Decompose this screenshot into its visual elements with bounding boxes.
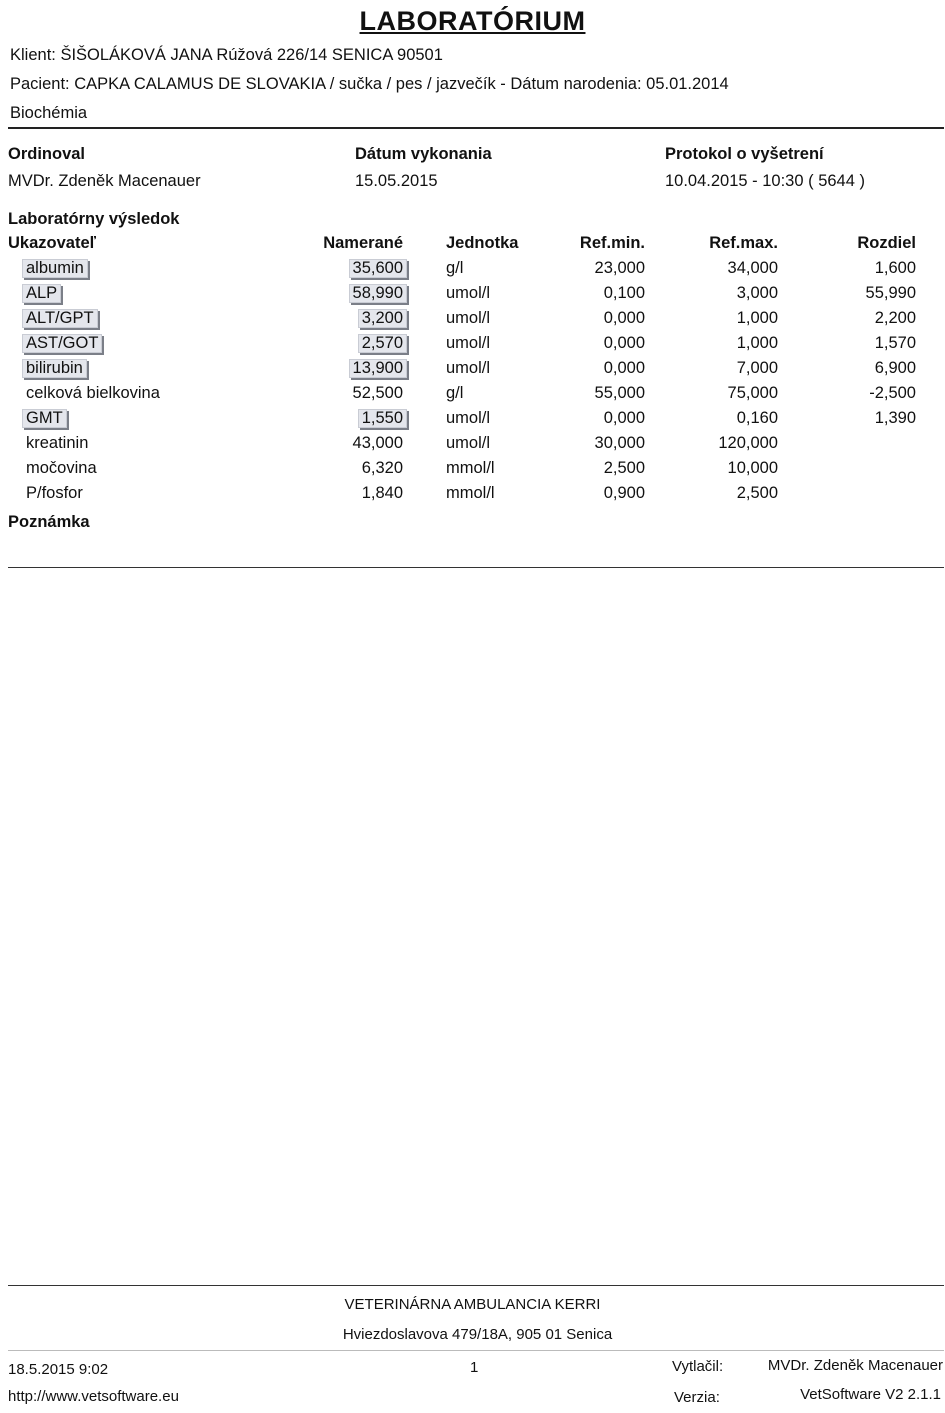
indicator-name: bilirubin (22, 359, 87, 378)
unit: umol/l (446, 359, 491, 377)
version-label: Verzia: (674, 1389, 720, 1406)
measured-value: 13,900 (349, 359, 407, 378)
section-label: Biochémia (10, 104, 88, 122)
ref-min: 23,000 (594, 259, 645, 277)
client-line: Klient: ŠIŠOLÁKOVÁ JANA Rúžová 226/14 SENICA 90501 (10, 46, 443, 64)
indicator-name: ALP (22, 284, 61, 303)
unit: umol/l (446, 309, 491, 327)
difference: 1,390 (874, 409, 916, 427)
difference: 6,900 (874, 359, 916, 377)
ref-min: 0,000 (603, 409, 645, 427)
note-label: Poznámka (8, 513, 90, 531)
difference: 55,990 (865, 284, 916, 302)
difference: 1,570 (874, 334, 916, 352)
indicator-name: GMT (22, 409, 67, 428)
ref-max: 75,000 (727, 384, 778, 402)
header-divider (8, 127, 944, 129)
ref-max: 1,000 (736, 334, 778, 352)
printed-by-label: Vytlačil: (672, 1358, 724, 1375)
ref-min: 2,500 (603, 459, 645, 477)
indicator-name: P/fosfor (26, 484, 83, 502)
unit: umol/l (446, 409, 491, 427)
ref-min: 30,000 (594, 434, 645, 452)
ref-max: 3,000 (736, 284, 778, 302)
col-measured: Namerané (323, 234, 403, 252)
table-row (0, 284, 945, 308)
ref-min: 0,000 (603, 309, 645, 327)
ordered-by-value: MVDr. Zdeněk Macenauer (8, 172, 201, 190)
measured-value: 52,500 (352, 384, 403, 402)
col-unit: Jednotka (446, 234, 519, 252)
ref-max: 34,000 (727, 259, 778, 277)
clinic-address: Hviezdoslavova 479/18A, 905 01 Senica (342, 1326, 613, 1343)
protocol-value: 10.04.2015 - 10:30 ( 5644 ) (665, 172, 865, 190)
table-row (0, 334, 945, 358)
table-row (0, 484, 945, 508)
ref-max: 7,000 (736, 359, 778, 377)
ref-min: 0,100 (603, 284, 645, 302)
unit: umol/l (446, 434, 491, 452)
ref-max: 0,160 (736, 409, 778, 427)
unit: g/l (446, 259, 464, 277)
results-heading: Laboratórny výsledok (8, 210, 180, 228)
page-number: 1 (470, 1359, 479, 1376)
printed-at: 18.5.2015 9:02 (8, 1361, 109, 1378)
patient-line: Pacient: CAPKA CALAMUS DE SLOVAKIA / sučka / pes / jazvečík - Dátum narodenia: 05.01.2014 (10, 75, 729, 93)
table-row (0, 434, 945, 458)
ref-max: 2,500 (736, 484, 778, 502)
unit: umol/l (446, 334, 491, 352)
ref-min: 0,900 (603, 484, 645, 502)
col-difference: Rozdiel (857, 234, 916, 252)
ref-max: 120,000 (718, 434, 778, 452)
col-indicator: Ukazovateľ (8, 234, 96, 252)
unit: g/l (446, 384, 464, 402)
note-divider (8, 567, 944, 568)
measured-value: 1,840 (361, 484, 403, 502)
website-link[interactable]: http://www.vetsoftware.eu (8, 1388, 179, 1405)
indicator-name: celková bielkovina (26, 384, 160, 402)
col-ref-max: Ref.max. (709, 234, 778, 252)
table-row (0, 359, 945, 383)
difference: -2,500 (869, 384, 916, 402)
printed-by: MVDr. Zdeněk Macenauer (767, 1357, 943, 1374)
unit: umol/l (446, 284, 491, 302)
ref-min: 55,000 (594, 384, 645, 402)
clinic-name: VETERINÁRNA AMBULANCIA KERRI (344, 1296, 601, 1313)
table-row (0, 384, 945, 408)
measured-value: 35,600 (349, 259, 407, 278)
results-header-row (0, 234, 945, 258)
indicator-name: kreatinin (26, 434, 89, 452)
measured-value: 2,570 (358, 334, 407, 353)
table-row (0, 309, 945, 333)
difference: 1,600 (874, 259, 916, 277)
table-row (0, 409, 945, 433)
indicator-name: AST/GOT (22, 334, 102, 353)
col-ref-min: Ref.min. (579, 234, 645, 252)
page-title: LABORATÓRIUM (359, 6, 586, 36)
ref-max: 10,000 (727, 459, 778, 477)
measured-value: 58,990 (349, 284, 407, 303)
indicator-name: albumin (22, 259, 88, 278)
table-row (0, 259, 945, 283)
unit: mmol/l (446, 484, 495, 502)
exam-date-value: 15.05.2015 (355, 172, 438, 190)
ordered-by-label: Ordinoval (8, 145, 86, 163)
indicator-name: ALT/GPT (22, 309, 98, 328)
table-row (0, 459, 945, 483)
footer-inner-divider (8, 1350, 944, 1351)
exam-date-label: Dátum vykonania (355, 145, 492, 163)
software-version: VetSoftware V2 2.1.1 (800, 1386, 941, 1403)
ref-min: 0,000 (603, 359, 645, 377)
difference: 2,200 (874, 309, 916, 327)
measured-value: 43,000 (352, 434, 403, 452)
footer-divider (8, 1285, 944, 1286)
protocol-label: Protokol o vyšetrení (665, 145, 824, 163)
ref-min: 0,000 (603, 334, 645, 352)
ref-max: 1,000 (736, 309, 778, 327)
indicator-name: močovina (26, 459, 97, 477)
measured-value: 3,200 (358, 309, 407, 328)
measured-value: 1,550 (358, 409, 407, 428)
unit: mmol/l (446, 459, 495, 477)
measured-value: 6,320 (361, 459, 403, 477)
